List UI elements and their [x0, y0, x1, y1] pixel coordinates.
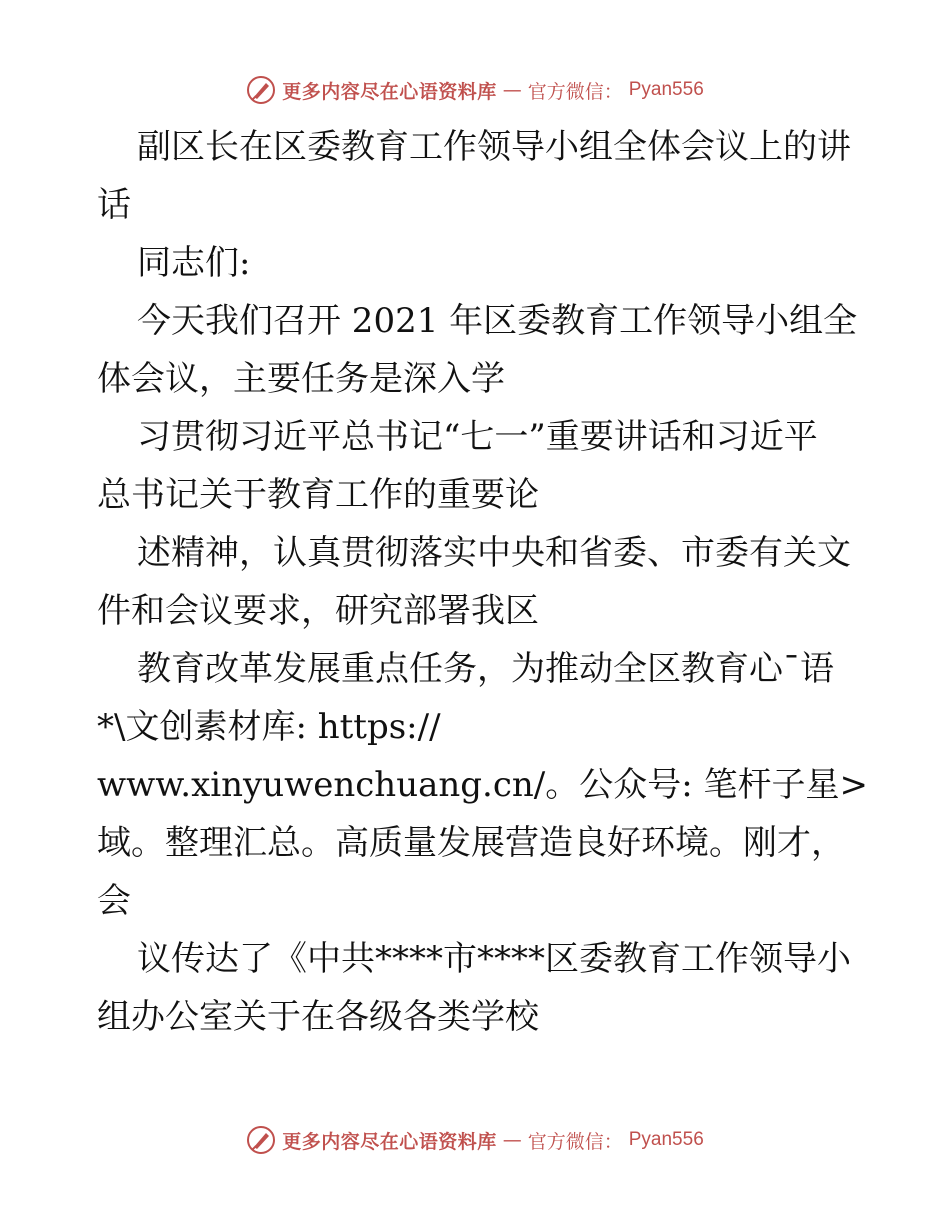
watermark-separator: — — [502, 1129, 522, 1151]
paragraph-line: 总书记关于教育工作的重要论 — [97, 475, 539, 515]
feather-pen-logo-icon — [246, 1125, 276, 1155]
watermark-wechat-id: Pyan556 — [628, 1129, 704, 1150]
watermark-wechat-label: 官方微信： — [527, 80, 623, 103]
paragraph-line: 件和会议要求，研究部署我区 — [97, 591, 539, 631]
paragraph-line: 议传达了《中共****市****区委教育工作领导小 — [137, 939, 851, 979]
paragraph-line: *\文创素材库: https:// — [97, 707, 441, 747]
paragraph-line: 会 — [97, 881, 131, 921]
paragraph-line: 体会议，主要任务是深入学 — [97, 359, 505, 399]
feather-pen-logo-icon — [246, 75, 276, 105]
document-title-line-2: 话 — [97, 185, 131, 225]
watermark-wechat-id: Pyan556 — [628, 79, 704, 100]
paragraph-line: 述精神，认真贯彻落实中央和省委、市委有关文 — [137, 533, 851, 573]
paragraph-line: 域。整理汇总。高质量发展营造良好环境。刚才， — [97, 823, 845, 863]
salutation: 同志们: — [137, 243, 251, 283]
watermark-brand: 更多内容尽在心语资料库 — [282, 1130, 497, 1153]
watermark-separator: — — [502, 79, 522, 101]
watermark-header — [0, 70, 950, 110]
watermark-wechat-label: 官方微信： — [527, 1130, 623, 1153]
paragraph-line: 今天我们召开 2021 年区委教育工作领导小组全 — [137, 301, 858, 341]
document-title-line-1: 副区长在区委教育工作领导小组全体会议上的讲 — [137, 127, 851, 167]
watermark-brand: 更多内容尽在心语资料库 — [282, 80, 497, 103]
paragraph-line: 教育改革发展重点任务，为推动全区教育心¯语 — [137, 649, 834, 689]
paragraph-line: 习贯彻习近平总书记“七一”重要讲话和习近平 — [137, 417, 818, 457]
watermark-footer — [0, 1120, 950, 1160]
paragraph-line: 组办公室关于在各级各类学校 — [97, 997, 539, 1037]
paragraph-line: www.xinyuwenchuang.cn/。公众号: 笔杆子星> — [97, 765, 868, 805]
